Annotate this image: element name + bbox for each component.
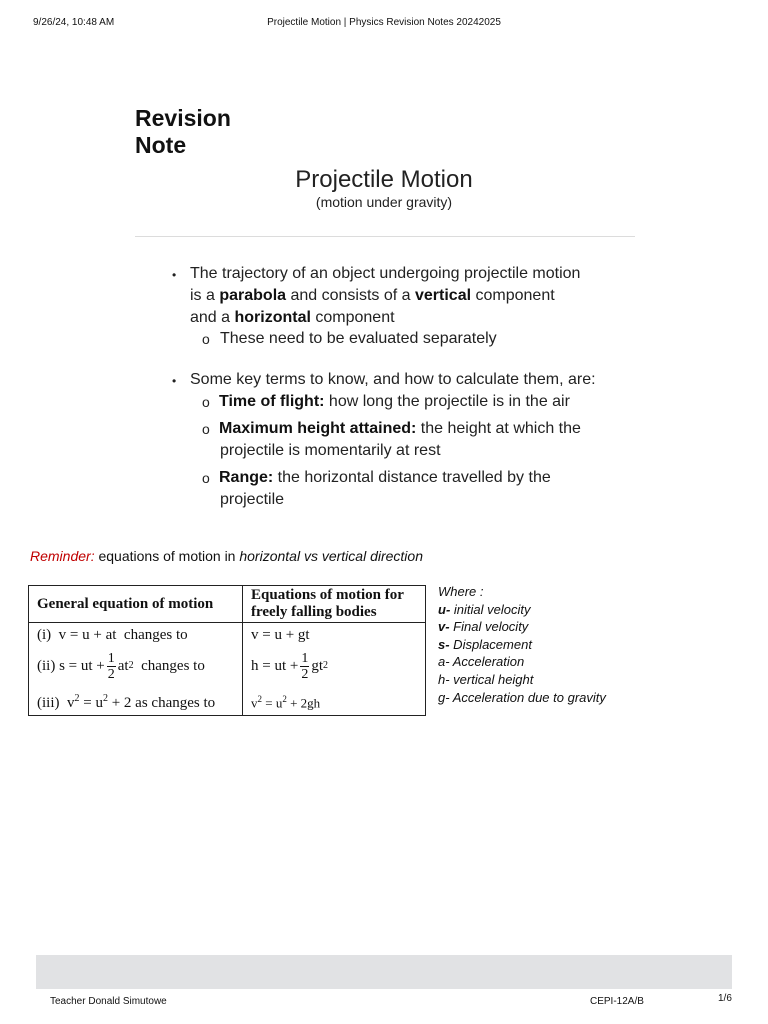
sub-bullet-icon: o (202, 394, 210, 410)
footer-class-code: CEPI-12A/B (590, 996, 644, 1007)
legend-item: v- Final velocity (438, 619, 529, 635)
revision-note-logo (135, 105, 231, 159)
sub-bullet-icon: o (202, 470, 210, 486)
print-doc-title: Projectile Motion | Physics Revision Notes 20242025 (267, 17, 501, 28)
bullet-icon: • (172, 268, 177, 282)
sub-bullet-1-1: These need to be evaluated separately (220, 330, 497, 347)
bullet-2-text: Some key terms to know, and how to calculate them, are: (190, 371, 596, 388)
table-row (29, 623, 426, 716)
sub-bullet-2-2: Maximum height attained: the height at which the projectile is momentarily at rest (219, 420, 581, 459)
footer-teacher: Teacher Donald Simutowe (50, 996, 167, 1007)
print-datetime: 9/26/24, 10:48 AM (33, 17, 115, 28)
bullet-1-line-3: and a horizontal component (190, 309, 395, 326)
term-parabola: parabola (219, 287, 287, 304)
table-header-row (29, 586, 426, 623)
bullet-1-text (190, 263, 580, 329)
header-freely-falling: Equations of motion for freely falling bodies (243, 586, 426, 623)
legend-item: a- Acceleration (438, 654, 525, 670)
sub-bullet-icon: o (202, 331, 210, 347)
term-horizontal: horizontal (234, 309, 311, 326)
page-title: Projectile Motion (295, 166, 473, 193)
variable-legend (438, 583, 606, 706)
legend-item: s- Displacement (438, 636, 532, 652)
header-general-equation: General equation of motion (29, 586, 243, 623)
reminder-line: Reminder: equations of motion in horizontal vs vertical direction (30, 548, 423, 564)
bullet-icon: • (172, 374, 177, 388)
logo-line-1: Revision (135, 105, 231, 131)
term-time-of-flight: Time of flight: (219, 393, 325, 410)
legend-item: u- initial velocity (438, 601, 531, 617)
sub-bullet-icon: o (202, 421, 210, 437)
legend-title: Where : (438, 584, 484, 599)
logo-line-2: Note (135, 132, 187, 158)
falling-equations-cell: v = u + gt h = ut + $\frac{1}{2}$ gt 2 $v^2 = u^2 + 2gh$ (243, 623, 426, 716)
reminder-label: Reminder: (30, 548, 95, 564)
legend-item: h- vertical height (438, 671, 534, 687)
equations-of-motion-table (28, 585, 426, 716)
term-maximum-height: Maximum height attained: (219, 420, 417, 437)
bullet-1-line-1: The trajectory of an object undergoing projectile motion (190, 265, 581, 282)
sub-bullet-2-1: Time of flight: how long the projectile is in the air (219, 393, 570, 410)
footer-bar (36, 955, 732, 989)
title-divider (135, 236, 635, 237)
sub-bullet-2-3: Range: the horizontal distance travelled by the projectile (219, 469, 551, 508)
page-subtitle: (motion under gravity) (315, 194, 453, 210)
bullet-1-line-2: is a parabola and consists of a vertical component (190, 287, 555, 304)
legend-item: g- Acceleration due to gravity (438, 689, 606, 705)
term-vertical: vertical (415, 287, 472, 304)
footer-page-number: 1/6 (718, 993, 732, 1004)
general-equations-cell: (i) v = u + at changes to (ii) s = ut + $\frac{1}{2}$ at 2 changes to (iii) $v^2 = u^2 + 2$ as changes to (29, 623, 243, 716)
term-range: Range: (219, 469, 274, 486)
